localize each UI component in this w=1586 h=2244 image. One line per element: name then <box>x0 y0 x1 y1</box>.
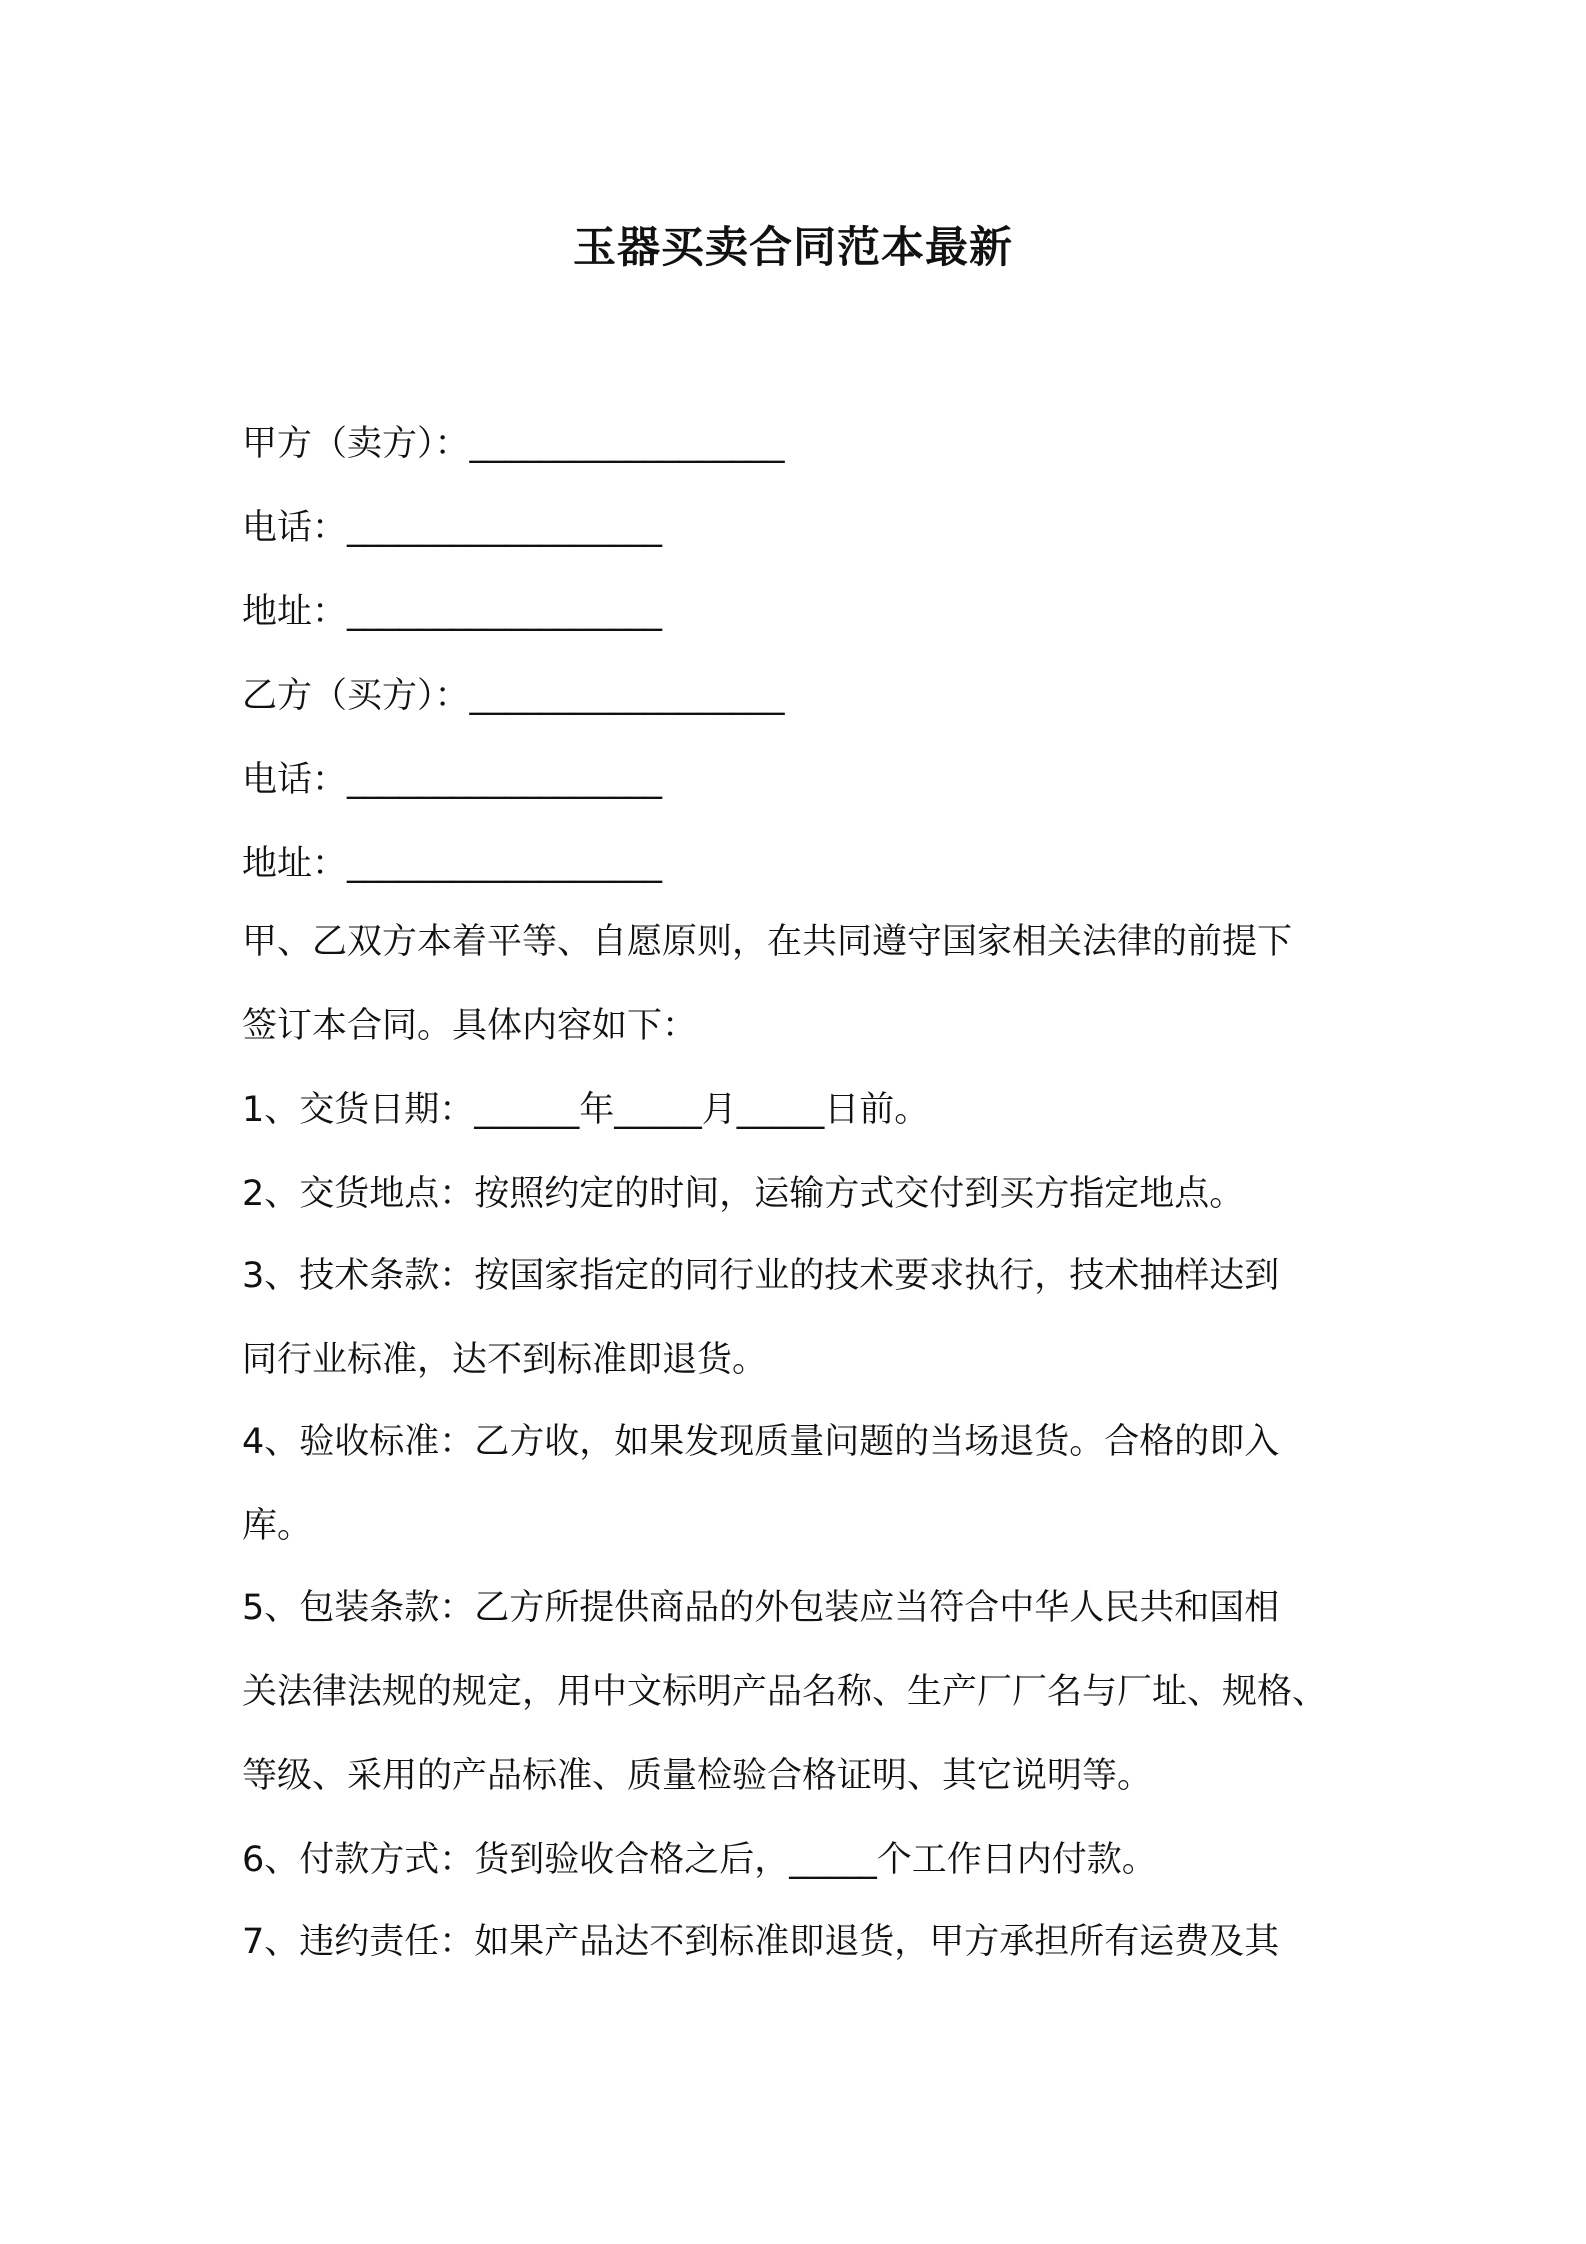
clause-2: 2、交货地点：按照约定的时间，运输方式交付到买方指定地点。 <box>242 1174 1245 1214</box>
document-title: 玉器买卖合同范本最新 <box>573 223 1013 273</box>
clause-3-line-1: 3、技术条款：按国家指定的同行业的技术要求执行，技术抽样达到 <box>242 1256 1280 1296</box>
party-a-address-line <box>242 588 1362 636</box>
party-b-blank: __________________ <box>469 676 785 716</box>
clause-5-line-3: 等级、采用的产品标准、质量检验合格证明、其它说明等。 <box>242 1756 1153 1796</box>
party-b-line <box>242 672 1362 720</box>
party-b-phone-line <box>242 756 1362 804</box>
party-a-line <box>242 420 1362 468</box>
party-b-address-blank: __________________ <box>347 844 663 884</box>
clause-1: 1、交货日期：______年_____月_____日前。 <box>242 1090 930 1130</box>
clause-7-line-1: 7、违约责任：如果产品达不到标准即退货，甲方承担所有运费及其 <box>242 1922 1280 1962</box>
clause-4-line-2: 库。 <box>242 1506 313 1546</box>
party-a-address-label: 地址： <box>242 592 348 632</box>
party-a-label: 甲方（卖方）： <box>242 424 470 464</box>
party-a-blank: __________________ <box>469 424 785 464</box>
clause-4-line-1: 4、验收标准：乙方收，如果发现质量问题的当场退货。合格的即入 <box>242 1422 1280 1462</box>
party-a-phone-line <box>242 504 1362 552</box>
clause-5-line-1: 5、包装条款：乙方所提供商品的外包装应当符合中华人民共和国相 <box>242 1588 1280 1628</box>
clause-3-line-2: 同行业标准，达不到标准即退货。 <box>242 1340 768 1380</box>
party-b-label: 乙方（买方）： <box>242 676 470 716</box>
party-b-address-label: 地址： <box>242 844 348 884</box>
party-a-phone-label: 电话： <box>242 508 348 548</box>
clause-6: 6、付款方式：货到验收合格之后，_____个工作日内付款。 <box>242 1840 1157 1880</box>
party-b-address-line <box>242 840 1362 888</box>
party-b-phone-blank: __________________ <box>347 760 663 800</box>
party-b-phone-label: 电话： <box>242 760 348 800</box>
intro-line-1: 甲、乙双方本着平等、自愿原则，在共同遵守国家相关法律的前提下 <box>242 922 1293 962</box>
intro-line-2: 签订本合同。具体内容如下： <box>242 1006 698 1046</box>
clause-5-line-2: 关法律法规的规定，用中文标明产品名称、生产厂厂名与厂址、规格、 <box>242 1672 1328 1712</box>
party-a-address-blank: __________________ <box>347 592 663 632</box>
party-a-phone-blank: __________________ <box>347 508 663 548</box>
